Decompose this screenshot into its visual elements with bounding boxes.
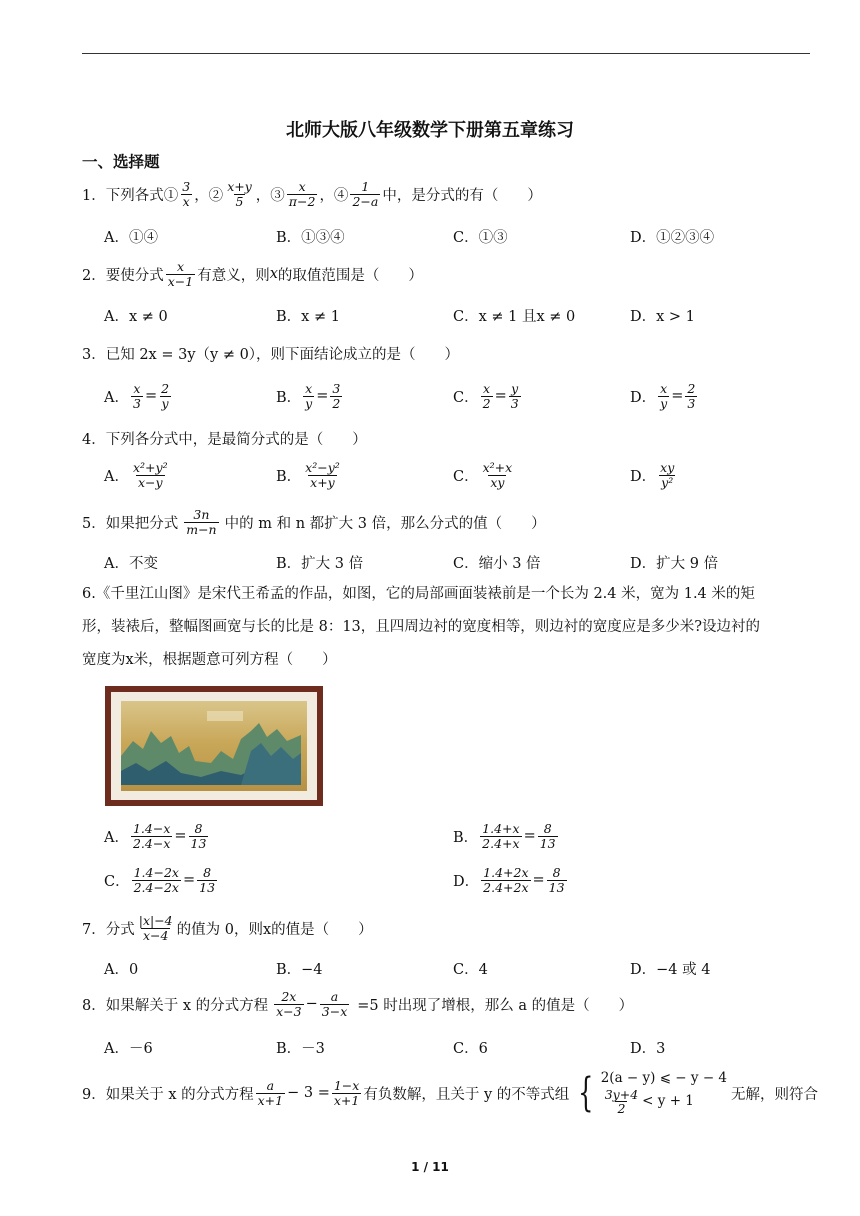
q7-option-d: D．−4 或 4	[630, 962, 711, 978]
q2-option-a: A．x ≠ 0	[104, 309, 168, 325]
landscape-painting-image	[105, 686, 323, 806]
question-3: 3．已知 2x = 3y（y ≠ 0），则下面结论成立的是（ ）	[82, 347, 460, 363]
q4-option-a: A． $\frac{\text{x²+y²}}{x-y}$	[104, 460, 168, 490]
q1-prefix: 1．下列各式①	[82, 187, 179, 204]
q1-option-b: B．①③④	[276, 230, 345, 246]
q5-suffix: 中的 m 和 n 都扩大 3 倍，那么分式的值（ ）	[224, 515, 546, 532]
q8-option-b: B．－3	[276, 1041, 325, 1057]
question-5	[82, 508, 546, 537]
q6-line-2: 形，装裱后，整幅图画宽与长的比是 8：13，且四周边衬的宽度相等，则边衬的宽度应是多少米?设边衬的	[82, 619, 761, 635]
q2-prefix: 2．要使分式	[82, 267, 164, 284]
q1-frac-2: $\frac{x+y}{5}$	[227, 179, 252, 209]
q9-mid: − 3 =	[287, 1085, 330, 1102]
question-9	[82, 1070, 818, 1116]
q2-option-c: C．x ≠ 1 且x ≠ 0	[453, 309, 576, 325]
page-title: 北师大版八年级数学下册第五章练习	[286, 120, 574, 141]
question-2	[82, 260, 423, 289]
q3-option-d: D． $\frac{x}{y}$ = $\frac{2}{3}$	[630, 381, 696, 411]
q1-sep: ，②	[194, 187, 224, 204]
q3-option-a: A． $\frac{x}{3}$ = $\frac{2}{y}$	[104, 381, 170, 411]
q8-option-a: A．－6	[104, 1041, 153, 1057]
q2-suffix2: 的取值范围是（ ）	[277, 267, 423, 284]
q2-var: x	[269, 266, 278, 283]
q1-sep: ，④	[319, 187, 349, 204]
q3-option-b: B． $\frac{x}{y}$ = $\frac{3}{2}$	[276, 381, 341, 411]
q2-option-b: B．x ≠ 1	[276, 309, 340, 325]
section-heading: 一、选择题	[82, 153, 160, 171]
q5-option-d: D．扩大 9 倍	[630, 556, 719, 572]
q8-option-c: C．6	[453, 1041, 488, 1057]
question-6	[82, 578, 812, 677]
q7-option-a: A．0	[104, 962, 139, 978]
q4-option-c: C． $\frac{\text{x²+x}}{xy}$	[453, 460, 513, 490]
q4-option-b: B． $\frac{\text{x²−y²}}{x+y}$	[276, 460, 340, 490]
q1-sep: ，③	[255, 187, 285, 204]
q1-option-d: D．①②③④	[630, 230, 715, 246]
q6-option-d: D． $\frac{1.4+2x}{2.4+2x}$ = $\frac{8}{13}$	[453, 865, 565, 895]
q3-option-c: C． $\frac{x}{2}$ = $\frac{y}{3}$	[453, 381, 519, 411]
q1-suffix: 中，是分式的有（ ）	[382, 187, 542, 204]
q5-option-a: A．不变	[104, 556, 158, 572]
q5-option-c: C．缩小 3 倍	[453, 556, 541, 572]
q2-frac: $\frac{x}{x-1}$	[167, 259, 194, 289]
q7-option-b: B．−4	[276, 962, 323, 978]
q5-prefix: 5．如果把分式	[82, 515, 179, 532]
q8-prefix: 8．如果解关于 x 的分式方程	[82, 997, 269, 1014]
q5-option-b: B．扩大 3 倍	[276, 556, 364, 572]
q8-suffix: =5 时出现了增根，那么 a 的值是（ ）	[357, 997, 634, 1014]
page-number: 1 / 11	[411, 1160, 449, 1174]
q9-frac-2: $\frac{1-x}{x+1}$	[333, 1077, 360, 1108]
q1-frac-4: $\frac{1}{2-a}$	[352, 179, 379, 209]
q9-text: 有负数解，且关于 y 的不等式组	[363, 1086, 570, 1103]
header-rule	[82, 53, 810, 54]
q2-option-d: D．x > 1	[630, 309, 695, 325]
q7-suffix: 的值为 0，则x的值是（ ）	[176, 921, 373, 938]
q8-minus: −	[305, 996, 318, 1013]
q5-frac: $\frac{3n}{m-n}$	[186, 507, 217, 537]
q6-line-3: 宽度为x米，根据题意可列方程（ ）	[82, 652, 337, 668]
q6-option-a: A． $\frac{1.4-x}{2.4-x}$ = $\frac{8}{13}$	[104, 821, 207, 851]
question-1	[82, 180, 542, 209]
q6-option-c: C． $\frac{1.4-2x}{2.4-2x}$ = $\frac{8}{13}$	[104, 865, 216, 895]
q8-frac-1: $\frac{2x}{x-3}$	[276, 989, 302, 1019]
q8-option-d: D．3	[630, 1041, 666, 1057]
q9-prefix: 9．如果关于 x 的分式方程	[82, 1086, 254, 1103]
q2-suffix: 有意义，则	[197, 267, 270, 284]
q9-inequality-system: { 2(a − y) ⩽ − y − 4 $\frac{3y+4}{2}$ < y + 1	[578, 1070, 728, 1117]
q9-suffix: 无解，则符合	[731, 1086, 819, 1103]
q6-option-b: B． $\frac{1.4+x}{2.4+x}$ = $\frac{8}{13}$	[453, 821, 556, 851]
q1-option-c: C．①③	[453, 230, 508, 246]
question-7	[82, 914, 373, 943]
q9-frac-1: $\frac{a}{x+1}$	[257, 1077, 284, 1108]
question-4: 4．下列各分式中，是最简分式的是（ ）	[82, 432, 367, 448]
q1-frac-1: $\frac{3}{x}$	[182, 179, 191, 209]
q6-line-1: 6.《千里江山图》是宋代王希孟的作品，如图，它的局部画面装裱前是一个长为 2.4 米，宽为 1.4 米的矩	[82, 586, 755, 602]
q1-option-a: A．①④	[104, 230, 158, 246]
q4-option-d: D． $\frac{xy}{\text{y²}}$	[630, 460, 675, 490]
q7-prefix: 7．分式	[82, 921, 135, 938]
q8-frac-2: $\frac{a}{3-x}$	[321, 989, 348, 1019]
q7-frac: $\frac{|x|-4}{x-4}$	[138, 913, 173, 943]
q7-option-c: C．4	[453, 962, 488, 978]
q1-frac-3: $\frac{x}{\pi-2}$	[288, 179, 316, 209]
question-8	[82, 990, 633, 1019]
